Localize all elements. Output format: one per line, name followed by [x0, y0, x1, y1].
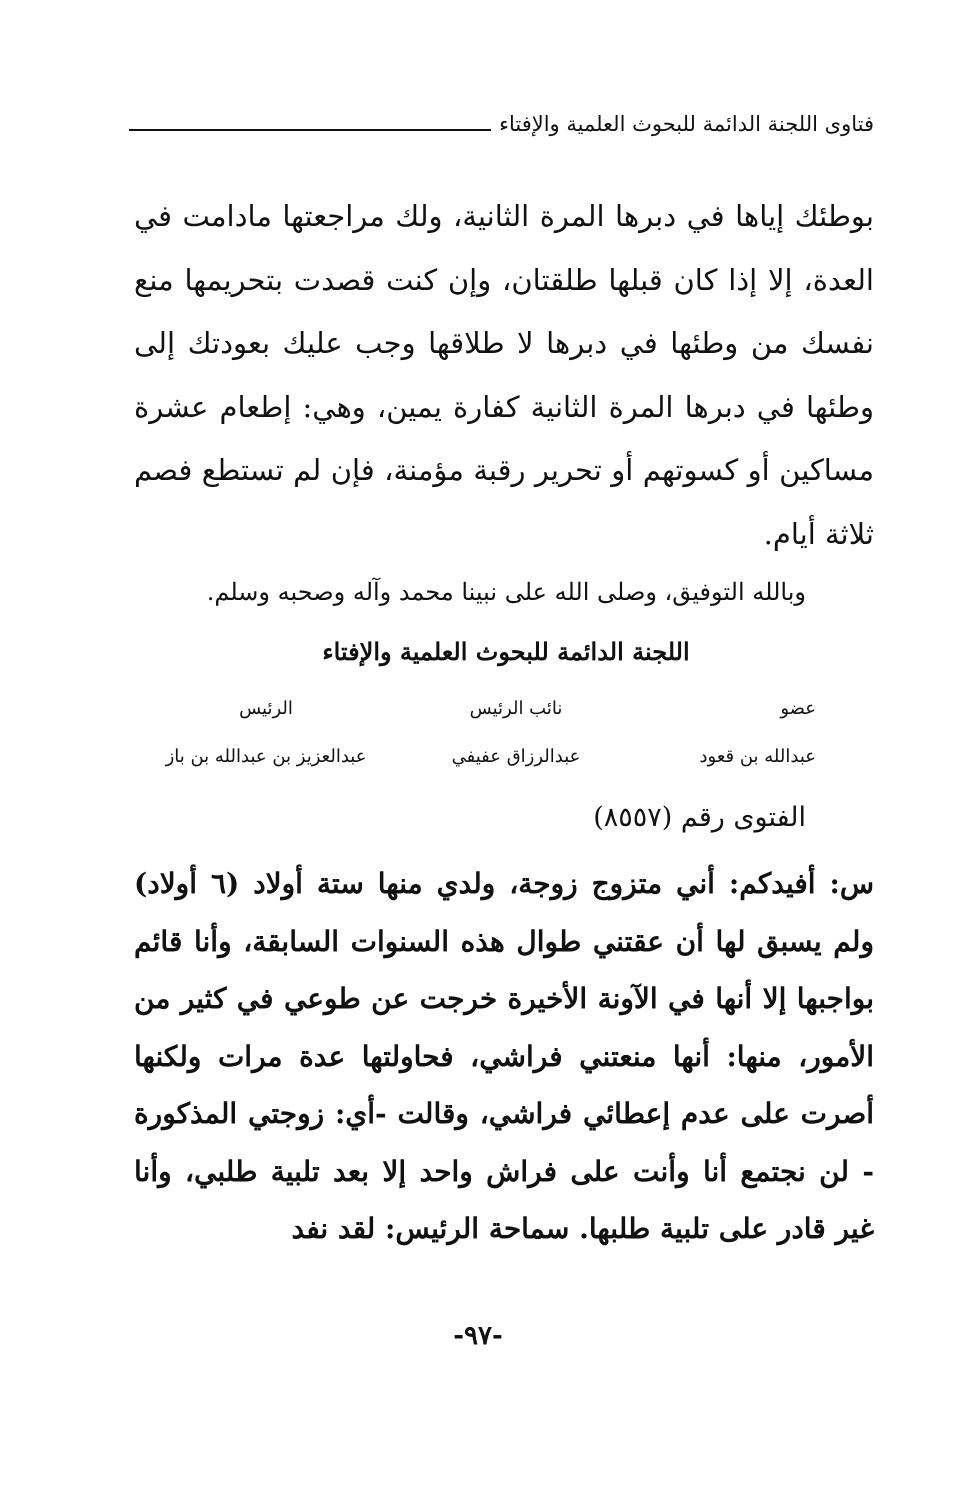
- fatwa-number: الفتوى رقم (٨٥٥٧): [593, 802, 806, 833]
- committee-title: اللجنة الدائمة للبحوث العلمية والإفتاء: [322, 637, 690, 666]
- answer-body: [134, 185, 874, 566]
- signature-name: عبدالله بن قعود: [699, 745, 816, 767]
- signature-role: نائب الرئيس: [469, 697, 563, 719]
- header-rule: [129, 129, 491, 131]
- answer-paragraph: بوطئك إياها في دبرها المرة الثانية، ولك مراجعتها مادامت في العدة، إلا إذا كان قبلها طلقتان، وإن كنت قصدت بتحريمها منع نفسك من وطئها في دبرها لا طلاقها وجب عليك بعودتك إلى وطئها في دبرها المرة الثانية كفارة يمين، وهي: إطعام عشرة مساكين أو كسوتهم أو تحرير رقبة مؤمنة، فإن لم تستطع فصم ثلاثة أيام.: [134, 199, 874, 551]
- signature-name: عبدالعزيز بن عبدالله بن باز: [165, 745, 367, 767]
- page-number: -٩٧-: [453, 1321, 503, 1351]
- running-header: [129, 112, 874, 137]
- closing-line: وبالله التوفيق، وصلى الله على نبينا محمد وآله وصحبه وسلم.: [206, 578, 806, 606]
- question-text: س: أفيدكم: أني متزوج زوجة، ولدي منها ستة أولاد (٦ أولاد) ولم يسبق لها أن عقتني طوال هذه السنوات السابقة، وأنا قائم بواجبها إلا أنها في الآونة الأخيرة خرجت عن طوعي في كثير من الأمور، منها: أنها منعتني فراشي، فحاولتها عدة مرات ولكنها أصرت على عدم إعطائي فراشي، وقالت -أي: زوجتي المذكورة - لن نجتمع أنا وأنت على فراش واحد إلا بعد تلبية طلبي، وأنا غير قادر على تلبية طلبها. سماحة الرئيس: لقد نفد: [134, 867, 875, 1245]
- signature-role: عضو: [780, 697, 816, 719]
- signature-roles-row: [136, 684, 816, 732]
- signature-name: عبدالرزاق عفيفي: [451, 745, 581, 767]
- running-header-title: فتاوى اللجنة الدائمة للبحوث العلمية والإفتاء: [499, 112, 874, 136]
- signature-role: الرئيس: [239, 697, 293, 719]
- signature-names-row: [136, 732, 816, 780]
- signatures-table: [136, 684, 816, 780]
